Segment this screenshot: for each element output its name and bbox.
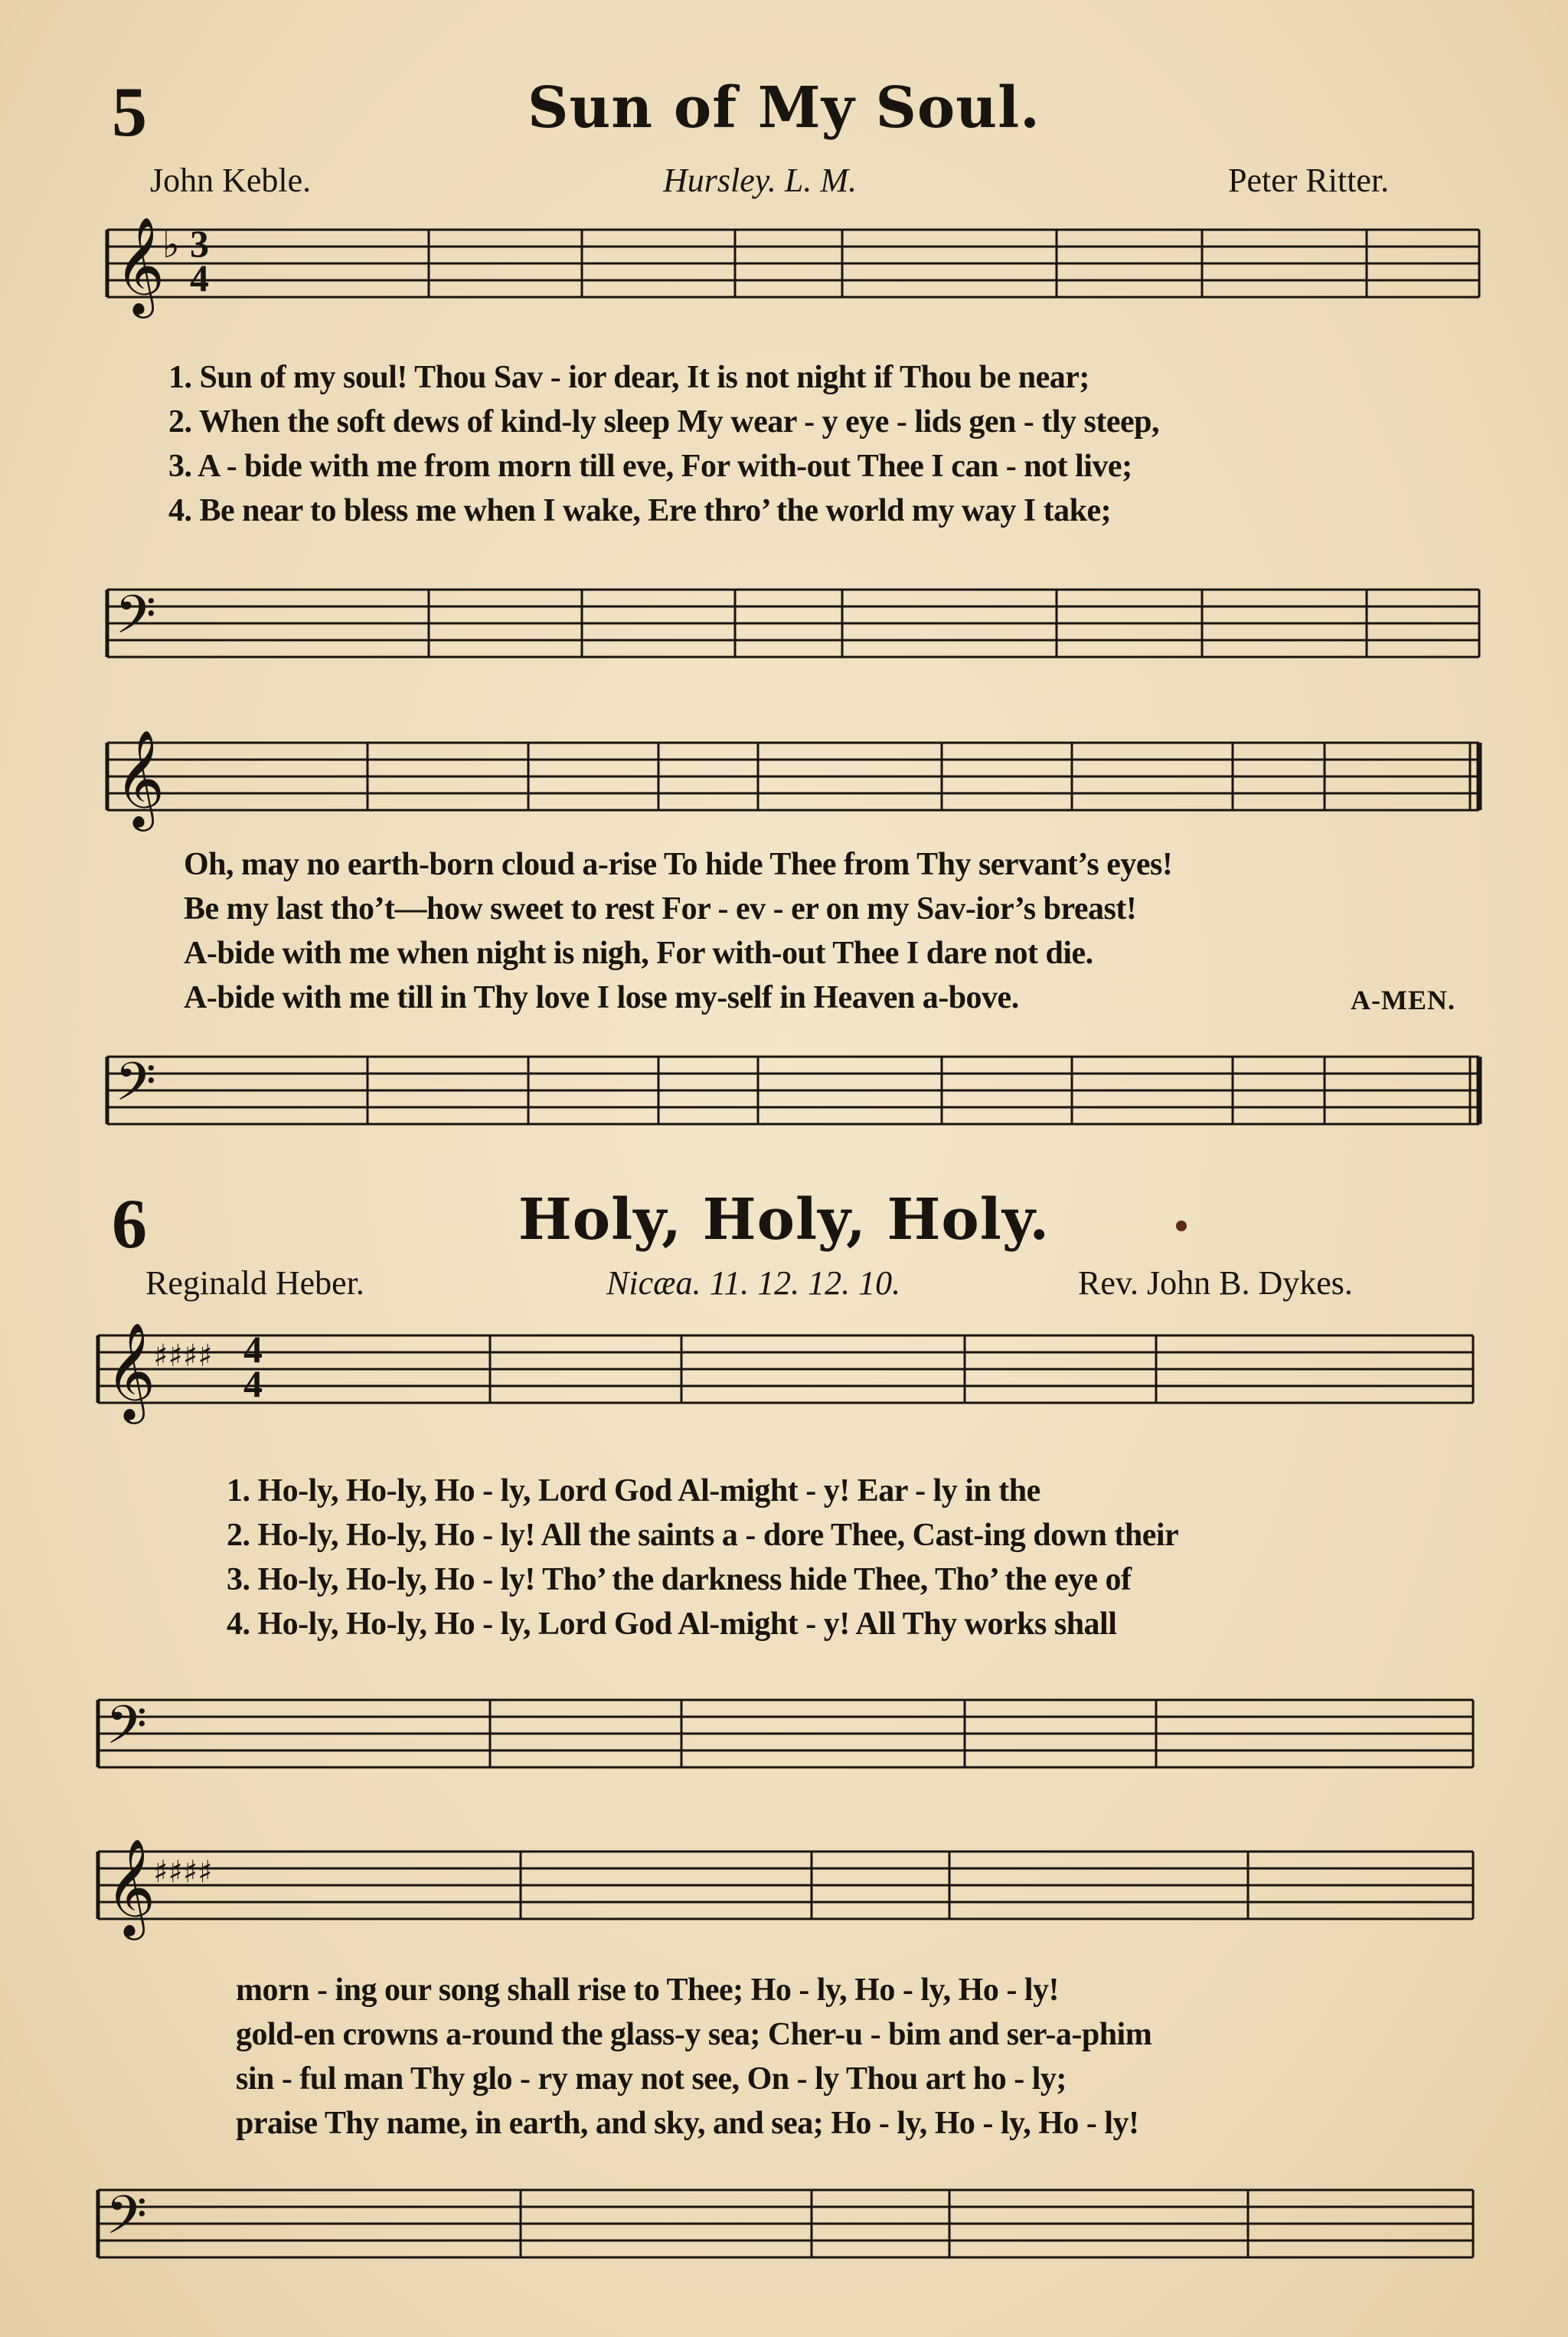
bass-staff	[0, 1669, 1568, 1784]
bass-clef-icon: 𝄢	[115, 1051, 157, 1126]
verse-line: 4. Be near to bless me when I wake, Ere thro’ the world my way I take;	[168, 493, 1112, 528]
treble-clef-icon: 𝄞	[115, 729, 165, 827]
time-signature: 4 4	[243, 1328, 263, 1405]
bass-clef-icon: 𝄢	[106, 1694, 148, 1769]
bass-staff	[0, 559, 1568, 674]
verse-line: A-bide with me when night is nigh, For with-out Thee I dare not die.	[184, 936, 1093, 971]
hymn-composer: Peter Ritter.	[1228, 162, 1390, 199]
verse-line: 3. A - bide with me from morn till eve, For with-out Thee I can - not live;	[168, 449, 1132, 484]
verse-line: 1. Sun of my soul! Thou Sav - ior dear, It is not night if Thou be near;	[168, 360, 1089, 395]
verse-line: sin - ful man Thy glo - ry may not see, On - ly Thou art ho - ly;	[236, 2061, 1067, 2097]
verse-line: Oh, may no earth-born cloud a-rise To hide Thee from Thy servant’s eyes!	[184, 847, 1173, 882]
treble-staff	[0, 727, 1568, 842]
svg-text:♯♯♯♯: ♯♯♯♯	[153, 1854, 213, 1890]
hymn-tune: Hursley. L. M.	[663, 162, 857, 199]
verse-line: morn - ing our song shall rise to Thee; Ho - ly, Ho - ly, Ho - ly!	[236, 1973, 1059, 2008]
bass-staff	[0, 2159, 1568, 2282]
hymn-title: Sun of My Soul.	[528, 75, 1040, 141]
verse-line: Be my last tho’t—how sweet to rest For - ev - er on my Sav-ior’s breast!	[184, 891, 1137, 927]
hymn-number: 5	[112, 73, 147, 151]
verse-line: 4. Ho-ly, Ho-ly, Ho - ly, Lord God Al-might - y! All Thy works shall	[227, 1606, 1117, 1642]
hymn-composer: Rev. John B. Dykes.	[1078, 1264, 1353, 1302]
hymn-title: Holy, Holy, Holy.	[518, 1187, 1050, 1253]
bass-clef-icon: 𝄢	[115, 583, 157, 659]
hymn-author: Reginald Heber.	[145, 1264, 364, 1302]
treble-clef-icon: 𝄞	[106, 1322, 156, 1420]
hymn-tune: Nicæa. 11. 12. 12. 10.	[606, 1264, 901, 1302]
verse-line: 3. Ho-ly, Ho-ly, Ho - ly! Tho’ the darkness hide Thee, Tho’ the eye of	[227, 1562, 1132, 1597]
treble-staff	[0, 1320, 1568, 1435]
verse-line: 2. Ho-ly, Ho-ly, Ho - ly! All the saints a - dore Thee, Cast-ing down their	[227, 1518, 1179, 1553]
hymn-number: 6	[112, 1185, 147, 1263]
ink-spot	[1176, 1221, 1187, 1231]
verse-line: 2. When the soft dews of kind-ly sleep My wear - y eye - lids gen - tly steep,	[168, 404, 1160, 440]
verse-line: gold-en crowns a-round the glass-y sea; Cher-u - bim and ser-a-phim	[236, 2017, 1152, 2052]
treble-staff	[0, 214, 1568, 329]
treble-staff	[0, 1836, 1568, 1951]
time-signature: 3 4	[190, 222, 209, 299]
verse-line: 1. Ho-ly, Ho-ly, Ho - ly, Lord God Al-might - y! Ear - ly in the	[227, 1473, 1040, 1508]
svg-text:♯♯♯♯: ♯♯♯♯	[153, 1338, 213, 1374]
amen-label: A-MEN.	[1351, 985, 1455, 1015]
verse-line: praise Thy name, in earth, and sky, and sea; Ho - ly, Ho - ly, Ho - ly!	[236, 2106, 1139, 2141]
svg-text:♭: ♭	[162, 224, 180, 266]
treble-clef-icon: 𝄞	[115, 216, 165, 314]
bass-staff	[0, 1026, 1568, 1149]
verse-line: A-bide with me till in Thy love I lose my-self in Heaven a-bove.	[184, 980, 1019, 1015]
bass-clef-icon: 𝄢	[106, 2184, 148, 2259]
hymn-author: John Keble.	[150, 162, 312, 199]
treble-clef-icon: 𝄞	[106, 1838, 156, 1936]
